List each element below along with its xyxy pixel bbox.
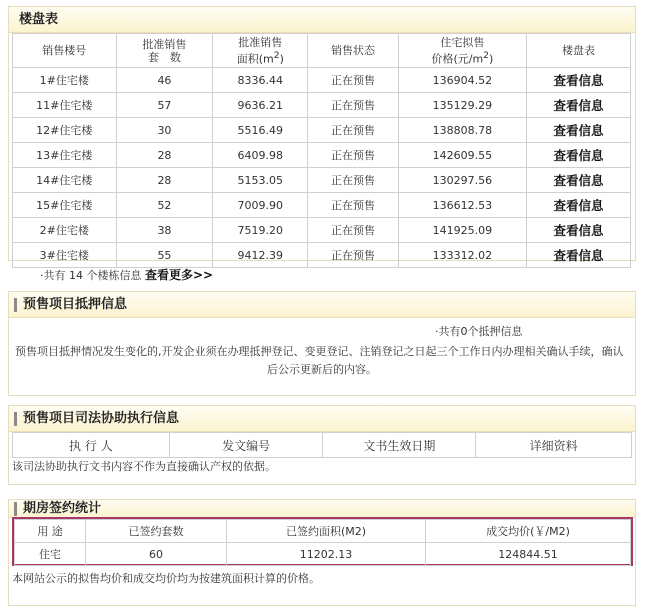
view-info-link[interactable]: 查看信息	[526, 118, 630, 143]
cell-area: 6409.98	[213, 143, 308, 168]
view-info-link[interactable]: 查看信息	[526, 168, 630, 193]
table-row	[13, 118, 631, 143]
contract-stats-header-row	[15, 520, 631, 543]
view-info-link[interactable]: 查看信息	[526, 243, 630, 268]
cell-status: 正在预售	[308, 93, 399, 118]
judicial-header	[9, 406, 635, 432]
cell-area: 8336.44	[213, 68, 308, 93]
col-approved-area-line1: 批准销售	[238, 35, 283, 49]
cell-building-name: 1#住宅楼	[13, 68, 117, 93]
col-price-sup: 2	[483, 49, 489, 61]
cell-area: 9636.21	[213, 93, 308, 118]
cell-avg-price: 124844.51	[426, 543, 631, 566]
col-action: 楼盘表	[526, 34, 630, 68]
header-bar-marker	[14, 502, 17, 516]
cell-area: 9412.39	[213, 243, 308, 268]
cell-price: 136904.52	[398, 68, 526, 93]
cell-units: 30	[116, 118, 213, 143]
cell-building-name: 13#住宅楼	[13, 143, 117, 168]
mortgage-header	[9, 292, 635, 318]
cell-price: 133312.02	[398, 243, 526, 268]
col-signed-units: 已签约套数	[86, 520, 227, 543]
col-building-no: 销售楼号	[13, 34, 117, 68]
col-status: 销售状态	[308, 34, 399, 68]
header-bar-marker	[14, 298, 17, 312]
col-approved-area	[213, 34, 308, 68]
cell-units: 52	[116, 193, 213, 218]
cell-building-name: 11#住宅楼	[13, 93, 117, 118]
contract-stats-title: 期房签约统计	[23, 501, 102, 516]
cell-building-name: 12#住宅楼	[13, 118, 117, 143]
judicial-header-row	[13, 433, 632, 458]
table-row	[13, 243, 631, 268]
building-count-suffix: 个楼栋信息	[86, 269, 142, 282]
col-details: 详细资料	[476, 433, 632, 458]
cell-price: 136612.53	[398, 193, 526, 218]
cell-units: 55	[116, 243, 213, 268]
view-info-link[interactable]: 查看信息	[526, 93, 630, 118]
cell-signed-units: 60	[86, 543, 227, 566]
cell-area: 7519.20	[213, 218, 308, 243]
contract-stats-highlight	[12, 517, 633, 566]
building-count: 14	[69, 269, 83, 282]
view-more-link[interactable]: 查看更多>>	[145, 268, 214, 282]
cell-status: 正在预售	[308, 218, 399, 243]
building-table-header-row	[13, 34, 631, 68]
table-row	[13, 218, 631, 243]
cell-status: 正在预售	[308, 118, 399, 143]
mortgage-notice-line2: 后公示更新后的内容。	[267, 363, 377, 376]
cell-units: 28	[116, 168, 213, 193]
mortgage-title: 预售项目抵押信息	[23, 297, 128, 312]
table-row	[13, 68, 631, 93]
col-effective-date: 文书生效日期	[323, 433, 476, 458]
col-signed-area: 已签约面积(M2)	[227, 520, 426, 543]
view-info-link[interactable]: 查看信息	[526, 143, 630, 168]
col-approved-units	[116, 34, 213, 68]
col-avg-price: 成交均价(￥/M2)	[426, 520, 631, 543]
cell-signed-area: 11202.13	[227, 543, 426, 566]
cell-price: 135129.29	[398, 93, 526, 118]
cell-status: 正在预售	[308, 143, 399, 168]
col-approved-area-line2b: )	[279, 52, 284, 66]
col-approved-area-sup: 2	[273, 49, 280, 61]
mortgage-count: ·共有0个抵押信息	[435, 325, 523, 338]
cell-area: 5516.49	[213, 118, 308, 143]
building-table	[12, 33, 631, 268]
judicial-note: 该司法协助执行文书内容不作为直接确认产权的依据。	[12, 460, 276, 473]
cell-area: 7009.90	[213, 193, 308, 218]
building-table-panel	[8, 6, 636, 261]
col-approved-units-line1: 批准销售	[142, 37, 187, 51]
building-count-line	[40, 266, 213, 283]
cell-status: 正在预售	[308, 68, 399, 93]
col-doc-number: 发文编号	[169, 433, 323, 458]
table-row	[13, 168, 631, 193]
building-count-prefix: ·共有	[40, 269, 66, 282]
cell-price: 138808.78	[398, 118, 526, 143]
view-info-link[interactable]: 查看信息	[526, 68, 630, 93]
col-approved-area-line2a: 面积(m	[236, 52, 274, 66]
cell-status: 正在预售	[308, 243, 399, 268]
building-table-header	[9, 7, 635, 33]
contract-stats-panel	[8, 499, 636, 606]
view-info-link[interactable]: 查看信息	[526, 193, 630, 218]
cell-status: 正在预售	[308, 193, 399, 218]
table-row	[13, 93, 631, 118]
cell-price: 141925.09	[398, 218, 526, 243]
judicial-panel	[8, 405, 636, 485]
table-row	[13, 193, 631, 218]
judicial-table	[12, 432, 632, 458]
contract-stats-table	[14, 519, 631, 566]
table-row	[13, 143, 631, 168]
col-price-line2a: 价格(元/m	[431, 52, 484, 66]
mortgage-notice-line1: 预售项目抵押情况发生变化的,开发企业须在办理抵押登记、变更登记、注销登记之日起三个工作日内办理相关确认手续，确认	[15, 345, 624, 358]
cell-building-name: 2#住宅楼	[13, 218, 117, 243]
cell-building-name: 15#住宅楼	[13, 193, 117, 218]
cell-area: 5153.05	[213, 168, 308, 193]
col-usage: 用 途	[15, 520, 86, 543]
cell-usage: 住宅	[15, 543, 86, 566]
cell-price: 130297.56	[398, 168, 526, 193]
header-bar-marker	[14, 412, 17, 426]
cell-units: 46	[116, 68, 213, 93]
mortgage-notice	[9, 343, 635, 379]
cell-building-name: 3#住宅楼	[13, 243, 117, 268]
cell-building-name: 14#住宅楼	[13, 168, 117, 193]
cell-units: 38	[116, 218, 213, 243]
col-price	[398, 34, 526, 68]
contract-stats-header	[9, 500, 635, 518]
cell-units: 57	[116, 93, 213, 118]
mortgage-panel	[8, 291, 636, 396]
col-price-line2b: )	[489, 52, 494, 66]
col-executor: 执 行 人	[13, 433, 170, 458]
table-row	[15, 543, 631, 566]
cell-status: 正在预售	[308, 168, 399, 193]
col-approved-units-line2: 套 数	[147, 50, 181, 64]
cell-units: 28	[116, 143, 213, 168]
judicial-title: 预售项目司法协助执行信息	[23, 411, 180, 426]
col-price-line1: 住宅拟售	[440, 35, 485, 49]
building-table-title: 楼盘表	[19, 12, 59, 27]
contract-stats-note: 本网站公示的拟售均价和成交均价均为按建筑面积计算的价格。	[12, 572, 320, 585]
view-info-link[interactable]: 查看信息	[526, 218, 630, 243]
cell-price: 142609.55	[398, 143, 526, 168]
